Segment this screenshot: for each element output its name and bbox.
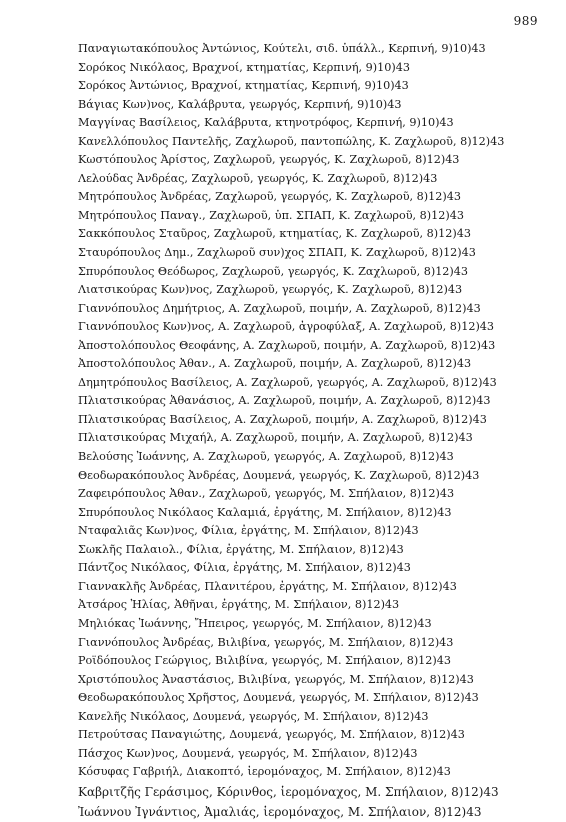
list-item: Σταυρόπουλος Δημ., Ζαχλωροῦ συν)χος ΣΠΑΠ, Κ. Ζαχλωροῦ, 8)12)43 (78, 246, 476, 260)
list-item: Λιατσικούρας Κων)νος, Ζαχλωροῦ, γεωργός, Κ. Ζαχλωροῦ, 8)12)43 (78, 283, 463, 297)
list-item: Μηλιόκας Ἰωάννης, Ἤπειρος, γεωργός, Μ. Σπήλαιον, 8)12)43 (78, 616, 432, 630)
list-item: Σορόκος Ἀντώνιος, Βραχνοί, κτηματίας, Κερπινή, 9)10)43 (78, 79, 409, 93)
list-item: Κόσυφας Γαβριήλ, Διακοπτό, ἱερομόναχος, Μ. Σπήλαιον, 8)12)43 (78, 765, 451, 779)
list-item: Ἰωάννου Ἰγνάντιος, Ἀμαλιάς, ἱερομόναχος, Μ. Σπήλαιον, 8)12)43 (78, 804, 482, 819)
list-item: Μαγγίνας Βασίλειος, Καλάβρυτα, κτηνοτρόφος, Κερπινή, 9)10)43 (78, 116, 454, 130)
entry-list (78, 40, 548, 822)
list-item: Χριστόπουλος Ἀναστάσιος, Βιλιβίνα, γεωργός, Μ. Σπήλαιον, 8)12)43 (78, 672, 474, 686)
list-item: Παναγιωτακόπουλος Ἀντώνιος, Κούτελι, σιδ. ὑπάλλ., Κερπινή, 9)10)43 (78, 42, 486, 55)
list-item: Λελούδας Ἀνδρέας, Ζαχλωροῦ, γεωργός, Κ. Ζαχλωροῦ, 8)12)43 (78, 171, 438, 185)
list-item: Γιαννακλῆς Ἀνδρέας, Πλανιτέρου, ἐργάτης, Μ. Σπήλαιον, 8)12)43 (78, 579, 457, 593)
list-item: Σπυρόπουλος Θεόδωρος, Ζαχλωροῦ, γεωργός, Κ. Ζαχλωροῦ, 8)12)43 (78, 264, 469, 278)
list-item: Ζαφειρόπουλος Ἀθαν., Ζαχλωροῦ, γεωργός, Μ. Σπήλαιον, 8)12)43 (78, 487, 455, 501)
list-item: Βάγιας Κων)νος, Καλάβρυτα, γεωργός, Κερπινή, 9)10)43 (78, 97, 402, 111)
page-number: 989 (513, 14, 538, 28)
list-item: Γιαννόπουλος Κων)νος, Α. Ζαχλωροῦ, ἀγροφύλαξ, Α. Ζαχλωροῦ, 8)12)43 (78, 320, 495, 334)
list-item: Δημητρόπουλος Βασίλειος, Α. Ζαχλωροῦ, γεωργός, Α. Ζαχλωροῦ, 8)12)43 (78, 375, 497, 389)
list-item: Μητρόπουλος Παναγ., Ζαχλωροῦ, ὑπ. ΣΠΑΠ, Κ. Ζαχλωροῦ, 8)12)43 (78, 208, 464, 222)
list-item: Ἀποστολόπουλος Θεοφάνης, Α. Ζαχλωροῦ, ποιμήν, Α. Ζαχλωροῦ, 8)12)43 (78, 338, 496, 352)
list-item: Ἀτσάρος Ἠλίας, Ἀθῆναι, ἐργάτης, Μ. Σπήλαιον, 8)12)43 (78, 598, 400, 612)
list-item: Σωκλῆς Παλαιολ., Φίλια, ἐργάτης, Μ. Σπήλαιον, 8)12)43 (78, 542, 404, 556)
list-item: Μητρόπουλος Ἀνδρέας, Ζαχλωροῦ, γεωργός, Κ. Ζαχλωροῦ, 8)12)43 (78, 190, 461, 204)
list-item: Θεοδωρακόπουλος Ἀνδρέας, Δουμενά, γεωργός, Κ. Ζαχλωροῦ, 8)12)43 (78, 468, 480, 482)
list-item: Πλιατσικούρας Βασίλειος, Α. Ζαχλωροῦ, ποιμήν, Α. Ζαχλωροῦ, 8)12)43 (78, 412, 487, 426)
list-item: Γιαννόπουλος Ἀνδρέας, Βιλιβίνα, γεωργός, Μ. Σπήλαιον, 8)12)43 (78, 635, 454, 649)
list-item: Ροϊδόπουλος Γεώργιος, Βιλιβίνα, γεωργός, Μ. Σπήλαιον, 8)12)43 (78, 654, 452, 668)
list-item: Κανελῆς Νικόλαος, Δουμενά, γεωργός, Μ. Σπήλαιον, 8)12)43 (78, 709, 429, 723)
list-item: Θεοδωρακόπουλος Χρῆστος, Δουμενά, γεωργός, Μ. Σπήλαιον, 8)12)43 (78, 691, 479, 705)
list-item: Νταφαλιᾶς Κων)νος, Φίλια, ἐργάτης, Μ. Σπήλαιον, 8)12)43 (78, 524, 419, 538)
list-item: Κωστόπουλος Ἀρίστος, Ζαχλωροῦ, γεωργός, Κ. Ζαχλωροῦ, 8)12)43 (78, 153, 460, 167)
list-item: Βελούσης Ἰωάννης, Α. Ζαχλωροῦ, γεωργός, Α. Ζαχλωροῦ, 8)12)43 (78, 450, 454, 464)
list-item: Καβριτζῆς Γεράσιμος, Κόρινθος, ἱερομόναχος, Μ. Σπήλαιον, 8)12)43 (78, 784, 499, 799)
list-item: Πλιατσικούρας Ἀθανάσιος, Α. Ζαχλωροῦ, ποιμήν, Α. Ζαχλωροῦ, 8)12)43 (78, 394, 491, 408)
list-item: Κανελλόπουλος Παντελῆς, Ζαχλωροῦ, παντοπώλης, Κ. Ζαχλωροῦ, 8)12)43 (78, 134, 505, 148)
list-item: Σπυρόπουλος Νικόλαος Καλαμιά, ἐργάτης, Μ. Σπήλαιον, 8)12)43 (78, 505, 452, 519)
list-item: Πάντζος Νικόλαος, Φίλια, ἐργάτης, Μ. Σπήλαιον, 8)12)43 (78, 561, 411, 575)
list-item: Πάσχος Κων)νος, Δουμενά, γεωργός, Μ. Σπήλαιον, 8)12)43 (78, 746, 418, 760)
list-item: Πετρούτσας Παναγιώτης, Δουμενά, γεωργός, Μ. Σπήλαιον, 8)12)43 (78, 728, 465, 742)
list-item: Ἀποστολόπουλος Ἀθαν., Α. Ζαχλωροῦ, ποιμήν, Α. Ζαχλωροῦ, 8)12)43 (78, 357, 472, 371)
list-item: Γιαννόπουλος Δημήτριος, Α. Ζαχλωροῦ, ποιμήν, Α. Ζαχλωροῦ, 8)12)43 (78, 301, 481, 315)
list-item: Σακκόπουλος Σταῦρος, Ζαχλωροῦ, κτηματίας, Κ. Ζαχλωροῦ, 8)12)43 (78, 227, 471, 241)
list-item: Σορόκος Νικόλαος, Βραχνοί, κτηματίας, Κερπινή, 9)10)43 (78, 60, 410, 74)
list-item: Πλιατσικούρας Μιχαήλ, Α. Ζαχλωροῦ, ποιμήν, Α. Ζαχλωροῦ, 8)12)43 (78, 431, 473, 445)
